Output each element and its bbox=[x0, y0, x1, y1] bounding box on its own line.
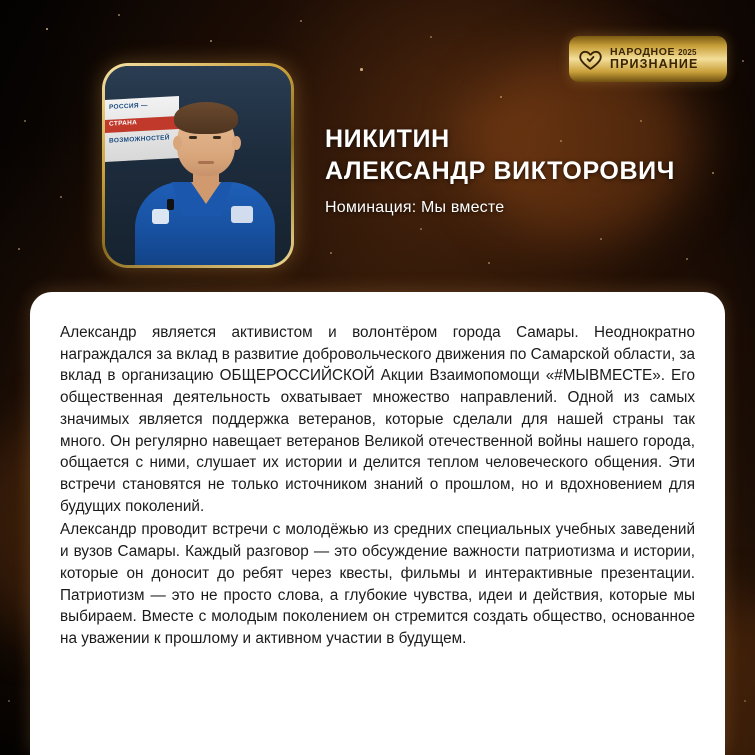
portrait-photo bbox=[105, 66, 291, 265]
badge-subtitle: ПРИЗНАНИЕ bbox=[610, 56, 699, 71]
badge-title: НАРОДНОЕ bbox=[610, 45, 676, 58]
description-paragraph-2: Александр проводит встречи с молодёжью из средних специальных учебных заведений и вузов Самары. Каждый разговор — это обсуждение важности патриотизма и истории, которые он доносит до ребят через квесты, фильмы и интерактивные презентации. Патриотизм — это не просто слова, а глубокие чувства, идеи и действия, которые мы выбираем. Вместе с молодым поколением он стремится создать общество, основанное на уважении к прошлому и активном участии в будущем. bbox=[60, 521, 695, 648]
award-badge bbox=[569, 36, 727, 82]
person-name bbox=[325, 124, 725, 187]
portrait-frame bbox=[102, 63, 294, 268]
heart-icon bbox=[578, 47, 603, 72]
badge-year: 2025 bbox=[678, 47, 697, 57]
photo-banner-line-1: РОССИЯ — bbox=[109, 101, 148, 112]
description-card bbox=[30, 292, 725, 755]
nomination-label: Номинация: Мы вместе bbox=[325, 199, 505, 216]
badge-text bbox=[610, 47, 698, 71]
person-given-name: АЛЕКСАНДР ВИКТОРОВИЧ bbox=[325, 156, 675, 185]
photo-banner-line-2: СТРАНА bbox=[109, 119, 138, 128]
description-paragraph-1: Александр является активистом и волонтёром города Самары. Неоднократно награждался за вклад в развитие добровольческого движения по Самарской области, за вклад в организацию ОБЩЕРОССИЙСКОЙ Акции Взаимопомощи «#МЫВМЕСТЕ». Его общественная деятельность охватывает множество направлений. Одной из самых значимых является поддержка ветеранов, которые сделали для нашей страны так много. Он регулярно навещает ветеранов Великой отечественной войны нашего города, общается с ними, слушает их истории и делится теплом человеческого общения. Эти встречи становятся не только источником знаний о прошлом, но и вдохновением для будущих поколений. bbox=[60, 324, 695, 515]
person-surname: НИКИТИН bbox=[325, 125, 450, 153]
photo-banner-line-3: ВОЗМОЖНОСТЕЙ bbox=[109, 134, 170, 145]
